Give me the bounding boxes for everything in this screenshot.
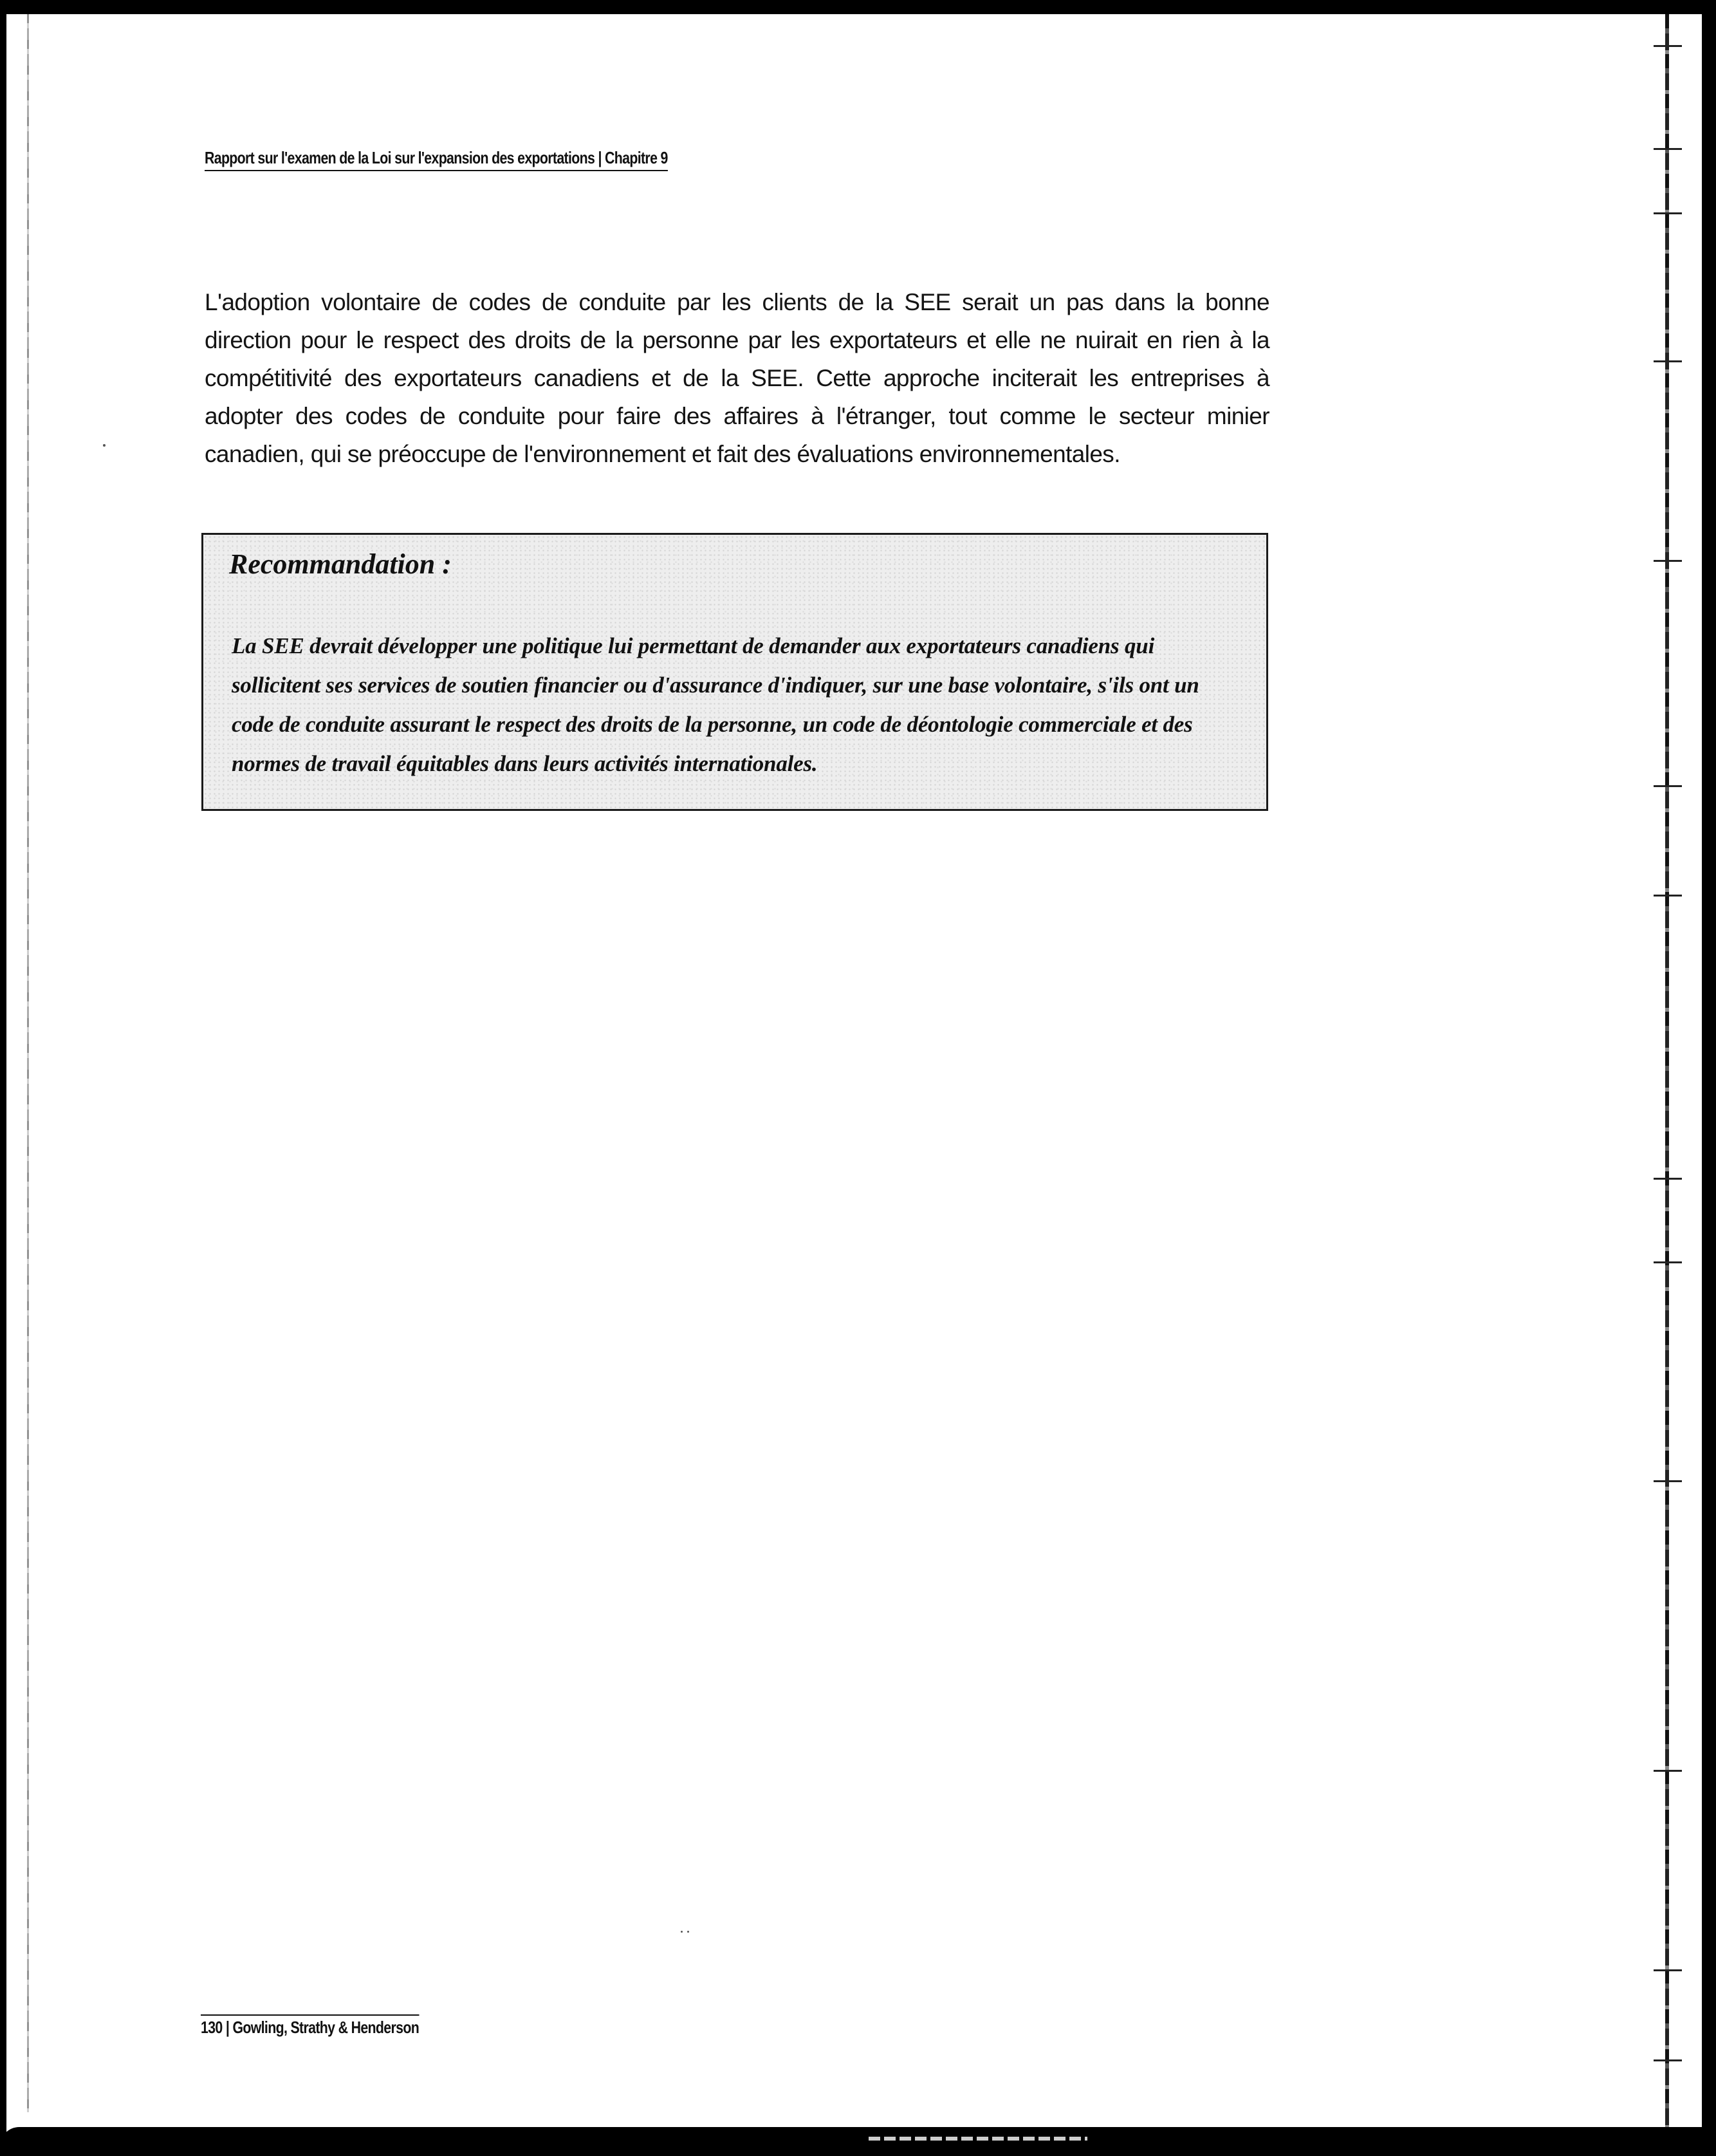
scan-frame-left xyxy=(0,0,6,2156)
scan-speck xyxy=(103,444,106,447)
recommendation-title: Recommandation : xyxy=(229,548,452,580)
binding-tick xyxy=(1654,2059,1682,2061)
scan-frame-bottom xyxy=(0,2127,1716,2156)
scan-speck xyxy=(687,1931,689,1933)
binding-tick xyxy=(1654,1178,1682,1180)
binding-tick xyxy=(1654,360,1682,362)
binding-tick xyxy=(1654,785,1682,787)
binding-tick xyxy=(1654,560,1682,562)
binding-tick xyxy=(1654,45,1682,47)
binding-tick xyxy=(1654,1969,1682,1971)
binding-tick xyxy=(1654,1261,1682,1263)
running-header: Rapport sur l'examen de la Loi sur l'expansion des exportations | Chapitre 9 xyxy=(205,148,668,171)
recommendation-box xyxy=(201,533,1268,811)
scan-frame-right xyxy=(1702,0,1716,2156)
body-paragraph: L'adoption volontaire de codes de conduite par les clients de la SEE serait un pas dans la bonne direction pour le respect des droits de la personne par les exportateurs et elle ne nuirait en rien à la compétitivité des exportateurs canadiens et de la SEE. Cette approche inciterait les entreprises à adopter des codes de conduite pour faire des affaires à l'étranger, tout comme le secteur minier canadien, qui se préoccupe de l'environnement et fait des évaluations environnementales. xyxy=(205,289,1269,467)
recommendation-text: La SEE devrait développer une politique lui permettant de demander aux exportateurs canadiens qui sollicitent ses services de soutien financier ou d'assurance d'indiquer, sur une base volontaire, s'ils ont un code de conduite assurant le respect des droits de la personne, un code de déontologie commerciale et des normes de travail équitables dans leurs activités internationales. xyxy=(232,633,1199,776)
scan-frame-top xyxy=(0,0,1716,14)
scan-edge-shadow xyxy=(27,14,29,2112)
binding-tick xyxy=(1654,895,1682,897)
scan-artifact-strip xyxy=(869,2137,1087,2141)
scan-speck xyxy=(681,1931,683,1933)
binding-tick xyxy=(1654,1770,1682,1772)
binding-tick xyxy=(1654,1480,1682,1482)
binding-tick xyxy=(1654,212,1682,214)
running-footer: 130 | Gowling, Strathy & Henderson xyxy=(201,2014,419,2038)
binding-tick xyxy=(1654,148,1682,150)
binding-spine xyxy=(1665,14,1669,2127)
